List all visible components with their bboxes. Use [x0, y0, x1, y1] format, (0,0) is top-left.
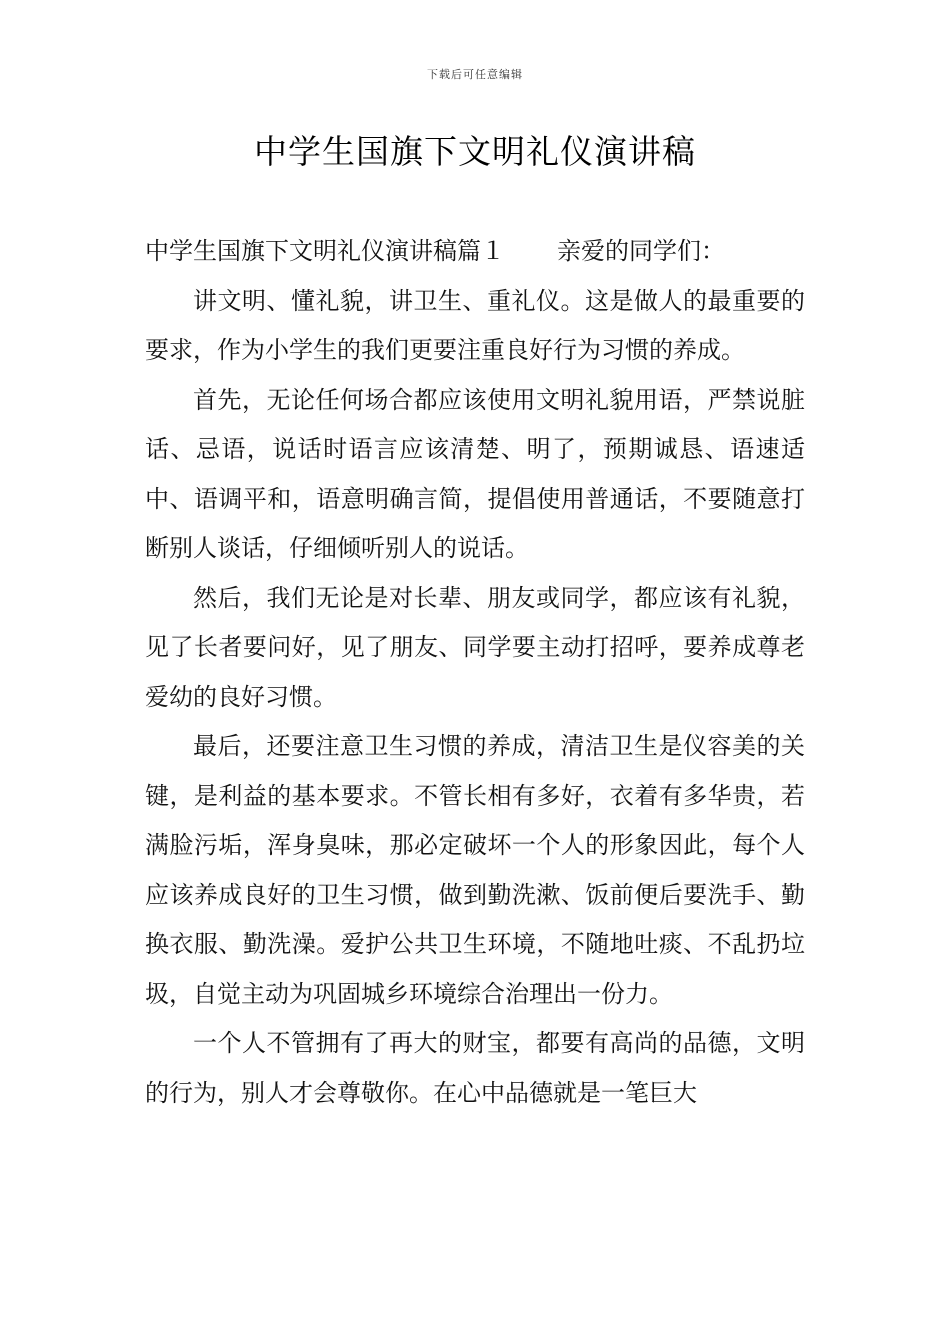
paragraph: 然后，我们无论是对长辈、朋友或同学，都应该有礼貌，见了长者要问好，见了朋友、同学要主动打招呼，要养成尊老爱幼的良好习惯。 — [145, 583, 805, 711]
paragraph: 最后，还要注意卫生习惯的养成，清洁卫生是仪容美的关键，是利益的基本要求。不管长相有多好，衣着有多华贵，若满脸污垢，浑身臭味，那必定破坏一个人的形象因此，每个人应该养成良好的卫生习惯，做到勤洗漱、饭前便后要洗手、勤换衣服、勤洗澡。爱护公共卫生环境，不随地吐痰、不乱扔垃圾，自觉主动为巩固城乡环境综合治理出一份力。 — [145, 732, 805, 1008]
paragraph: 讲文明、懂礼貌，讲卫生、重礼仪。这是做人的最重要的要求，作为小学生的我们更要注重良好行为习惯的养成。 — [145, 286, 805, 364]
salutation: 亲爱的同学们： — [557, 237, 725, 265]
paragraph: 首先，无论任何场合都应该使用文明礼貌用语，严禁说脏话、忌语，说话时语言应该清楚、明了，预期诚恳、语速适中、语调平和，语意明确言简，提倡使用普通话，不要随意打断别人谈话，仔细倾听别人的说话。 — [145, 385, 805, 562]
section-label: 中学生国旗下文明礼仪演讲稿篇１ — [145, 237, 505, 265]
header-note: 下载后可任意编辑 — [427, 68, 523, 81]
document-title: 中学生国旗下文明礼仪演讲稿 — [254, 132, 696, 171]
document-body — [145, 227, 805, 1118]
intro-line — [145, 227, 805, 277]
paragraph: 一个人不管拥有了再大的财宝，都要有高尚的品德，文明的行为，别人才会尊敬你。在心中品德就是一笔巨大 — [145, 1029, 805, 1107]
